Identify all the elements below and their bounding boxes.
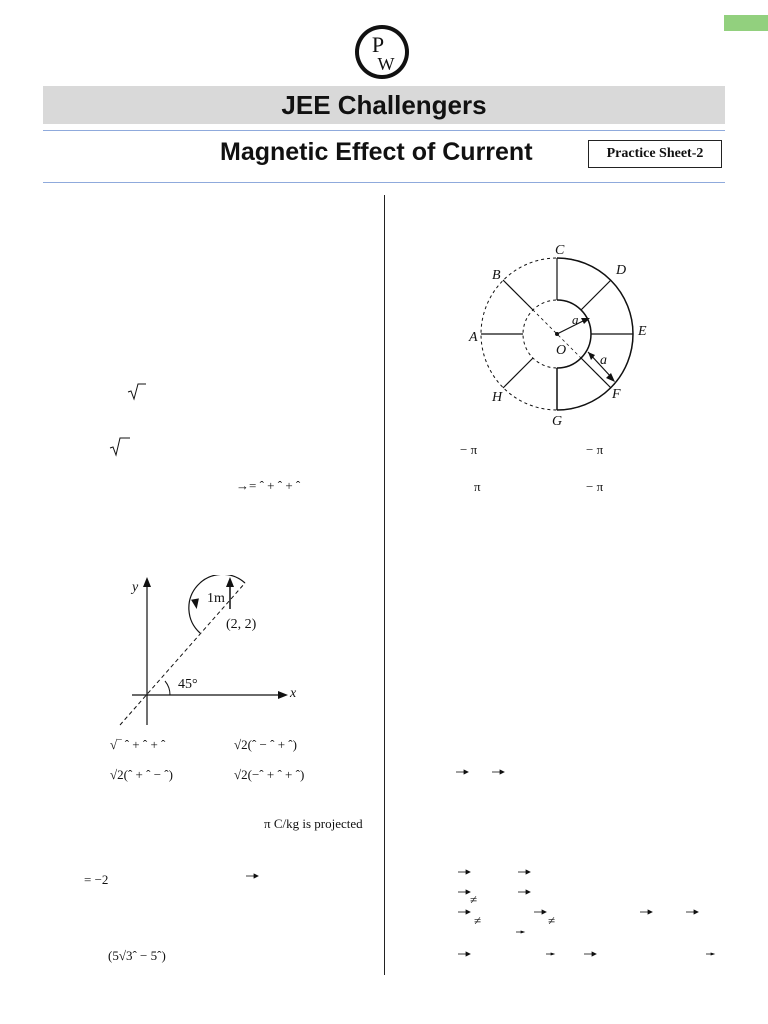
point-label: (2, 2) [226, 617, 257, 632]
x-axis-label: x [290, 686, 297, 701]
y-axis-label: y [132, 580, 139, 595]
point-a-label: A [469, 330, 478, 345]
option-d: √2(−ˆ + ˆ + ˆ) [234, 767, 305, 782]
option-c: √2(ˆ + ˆ − ˆ) [110, 767, 173, 782]
not-equal-2: ≠ [474, 913, 482, 928]
vector-expression: →= ˆ + ˆ + ˆ [236, 478, 301, 493]
point-d-label: D [616, 263, 627, 278]
five-root-expression: (5√3ˆ − 5ˆ) [108, 948, 166, 963]
not-equal-3: ≠ [548, 913, 556, 928]
logo-letter-p: P [371, 32, 385, 57]
kg-projected-text: π C/kg is projected [264, 816, 363, 831]
option-b: √2(ˆ − ˆ + ˆ) [234, 737, 297, 752]
right-option-a: − π [460, 442, 478, 457]
right-option-b: − π [586, 442, 604, 457]
chapter-title: Magnetic Effect of Current [220, 138, 533, 166]
banner-title: JEE Challengers [281, 89, 487, 120]
right-option-c: π [474, 479, 481, 494]
point-f-label: F [612, 387, 621, 402]
center-o-label: O [556, 343, 567, 358]
inner-radius-label: a [572, 312, 579, 327]
point-b-label: B [492, 268, 501, 283]
logo-letter-w: W [377, 54, 395, 74]
point-c-label: C [555, 243, 565, 258]
angle-label: 45° [178, 677, 198, 692]
point-e-label: E [638, 324, 647, 339]
not-equal-1: ≠ [470, 892, 478, 907]
practice-sheet-badge: Practice Sheet-2 [588, 140, 722, 168]
outer-radius-label: a [600, 353, 607, 368]
right-option-d: − π [586, 479, 604, 494]
loop-radius-label: 1m [207, 591, 225, 606]
point-h-label: H [492, 390, 503, 405]
option-a: √‾ ˆ + ˆ + ˆ [110, 737, 166, 752]
velocity-expression: = −2 [84, 872, 109, 887]
point-g-label: G [552, 414, 563, 429]
